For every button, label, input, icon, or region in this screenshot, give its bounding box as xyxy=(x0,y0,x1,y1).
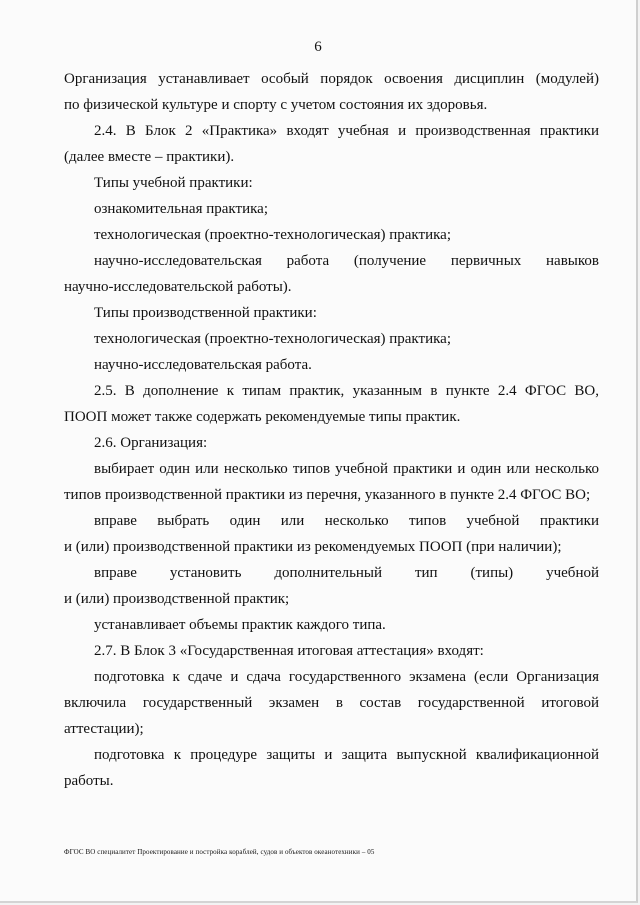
text-line: и (или) производственной практики из рекомендуемых ПООП (при наличии); xyxy=(64,539,562,555)
text-line: 2.5. В дополнение к типам практик, указанным в пункте 2.4 ФГОС ВО, xyxy=(94,383,599,399)
text-line: технологическая (проектно-технологическая) практика; xyxy=(94,331,451,347)
text-line: типов производственной практики из перечня, указанного в пункте 2.4 ФГОС ВО; xyxy=(64,487,591,503)
text-line: аттестации); xyxy=(64,721,144,737)
text-line: Типы производственной практики: xyxy=(94,305,317,321)
text-line: 2.7. В Блок 3 «Государственная итоговая аттестация» входят: xyxy=(94,643,484,659)
text-line: 2.6. Организация: xyxy=(94,435,208,451)
text-line: включила государственный экзамен в состав государственной итоговой xyxy=(64,695,599,711)
page-number: 6 xyxy=(314,39,322,55)
text-line: вправе установить дополнительный тип (типы) учебной xyxy=(94,565,599,581)
body-text xyxy=(64,66,599,794)
text-line: 2.4. В Блок 2 «Практика» входят учебная и производственная практики xyxy=(94,123,599,139)
text-line: Организация устанавливает особый порядок освоения дисциплин (модулей) xyxy=(64,71,599,87)
text-line: устанавливает объемы практик каждого типа. xyxy=(94,617,386,633)
text-line: Типы учебной практики: xyxy=(94,175,253,191)
text-line: выбирает один или несколько типов учебной практики и один или несколько xyxy=(94,461,599,477)
text-line: подготовка к сдаче и сдача государственного экзамена (если Организация xyxy=(94,669,599,685)
text-line: и (или) производственной практик; xyxy=(64,591,290,607)
text-line: научно-исследовательская работа. xyxy=(94,357,312,373)
text-line: научно-исследовательской работы). xyxy=(64,279,292,295)
text-line: технологическая (проектно-технологическая) практика; xyxy=(94,227,451,243)
text-line: (далее вместе – практики). xyxy=(64,149,235,165)
text-line: подготовка к процедуре защиты и защита выпускной квалификационной xyxy=(94,747,599,763)
text-line: вправе выбрать один или несколько типов учебной практики xyxy=(94,513,599,529)
text-line: по физической культуре и спорту с учетом состояния их здоровья. xyxy=(64,97,488,113)
text-line: ПООП может также содержать рекомендуемые типы практик. xyxy=(64,409,461,425)
text-line: научно-исследовательская работа (получение первичных навыков xyxy=(94,253,599,269)
text-line: работы. xyxy=(64,773,114,789)
text-line: ознакомительная практика; xyxy=(94,201,268,217)
page-footer: ФГОС ВО специалитет Проектирование и постройка кораблей, судов и объектов океанотехники – 05 xyxy=(64,848,375,856)
